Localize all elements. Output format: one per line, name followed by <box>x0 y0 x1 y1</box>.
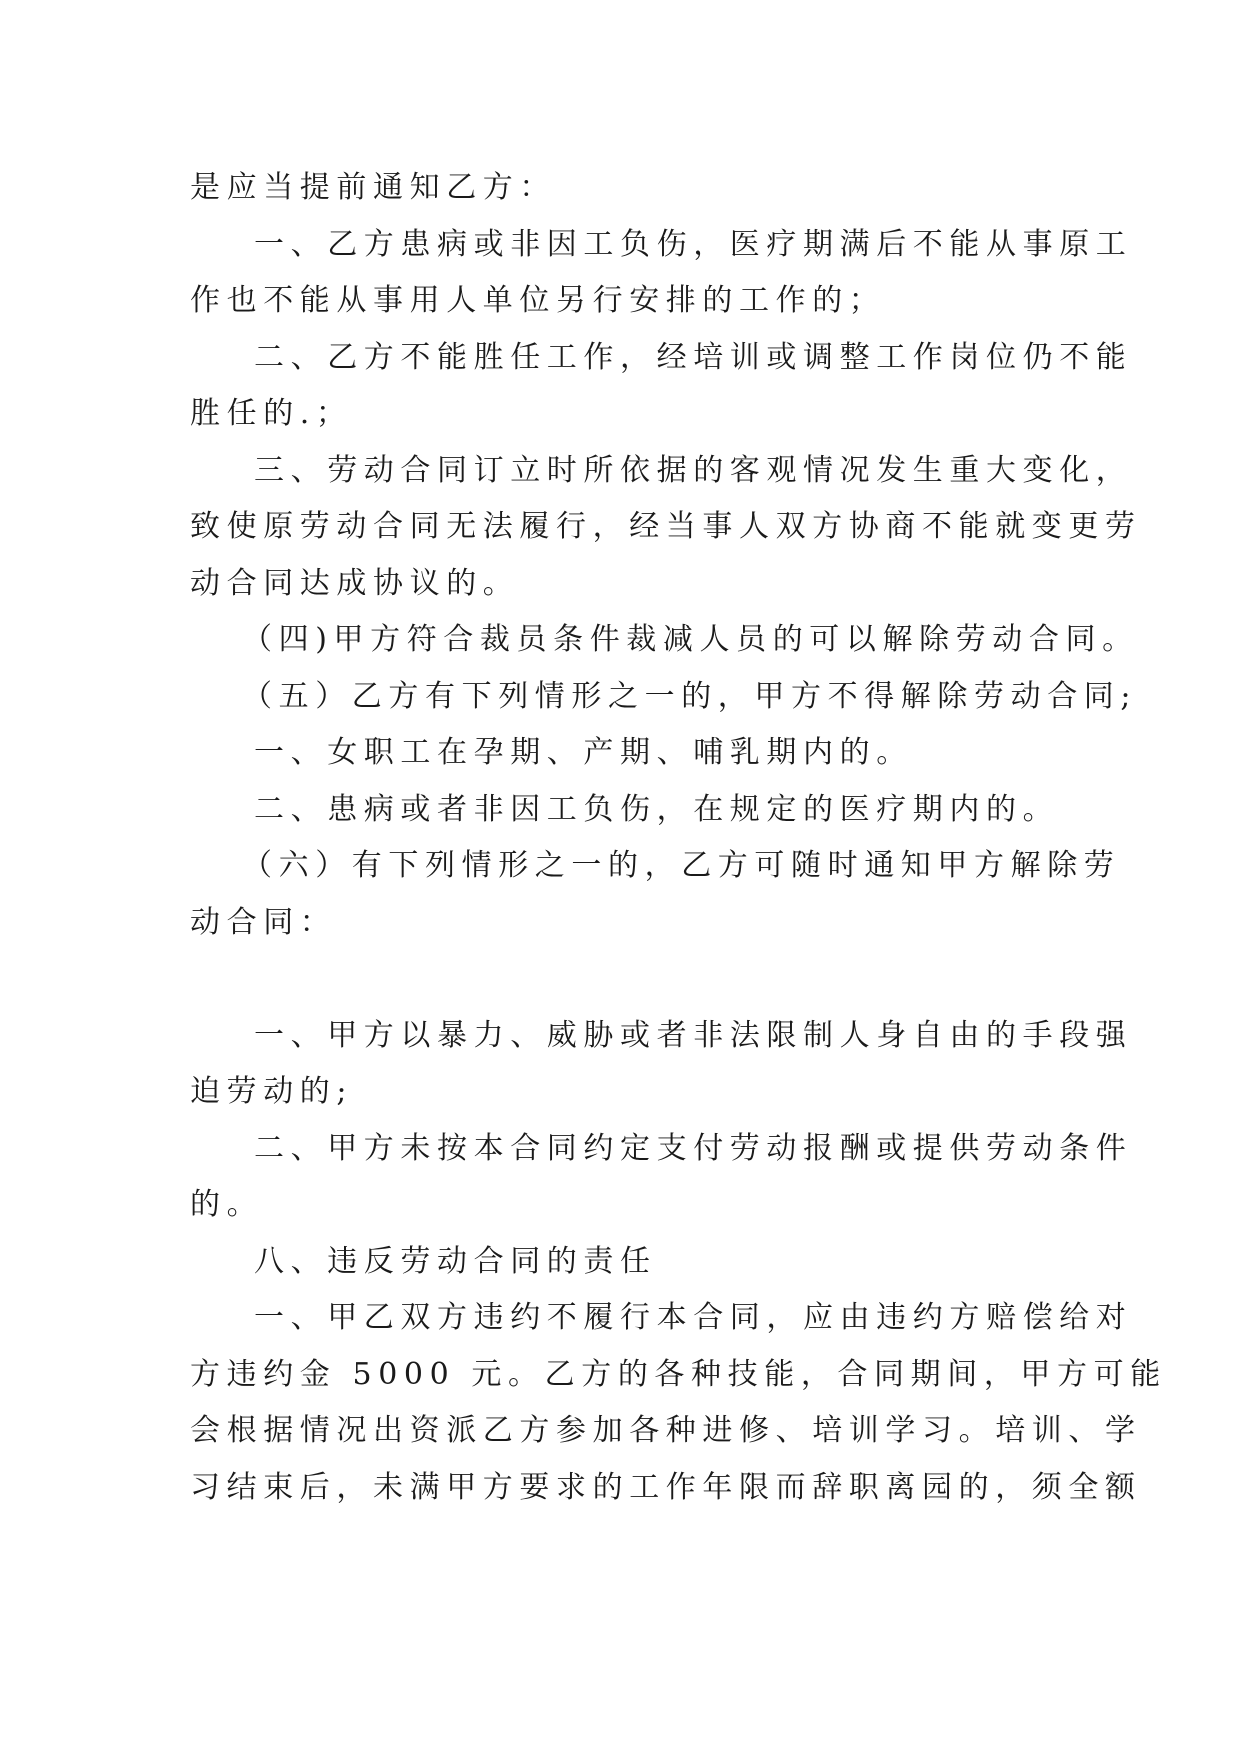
paragraph-line: 动合同达成协议的。 <box>190 565 520 601</box>
paragraph-line: 是应当提前通知乙方： <box>190 170 556 205</box>
blank-gap <box>190 951 1060 1008</box>
paragraph-line: 二、乙方不能胜任工作，经培训或调整工作岗位仍不能 <box>254 339 1133 375</box>
paragraph-line: （五）乙方有下列情形之一的，甲方不得解除劳动合同; <box>242 678 1138 714</box>
paragraph-line: （六）有下列情形之一的，乙方可随时通知甲方解除劳 <box>242 848 1121 883</box>
paragraph-line: 迫劳动的; <box>190 1074 354 1109</box>
paragraph-line: 的。 <box>190 1187 264 1222</box>
paragraph-line: 习结束后，未满甲方要求的工作年限而辞职离园的，须全额 <box>190 1469 1142 1505</box>
paragraph-line: 一、女职工在孕期、产期、哺乳期内的。 <box>254 735 913 770</box>
paragraph-line: 二、患病或者非因工负伤，在规定的医疗期内的。 <box>254 791 1060 827</box>
paragraph-line: 会根据情况出资派乙方参加各种进修、培训学习。培训、学 <box>190 1413 1142 1448</box>
paragraph-line: 致使原劳动合同无法履行，经当事人双方协商不能就变更劳 <box>190 509 1142 544</box>
paragraph-line: 二、甲方未按本合同约定支付劳动报酬或提供劳动条件 <box>254 1130 1133 1166</box>
paragraph-line: 胜任的.； <box>190 396 353 431</box>
paragraph-line: 三、劳动合同订立时所依据的客观情况发生重大变化， <box>254 452 1133 488</box>
paragraph-line: 作也不能从事用人单位另行安排的工作的； <box>190 283 886 318</box>
paragraph-line: 一、乙方患病或非因工负伤，医疗期满后不能从事原工 <box>254 226 1133 262</box>
paragraph-line: 一、甲方以暴力、威胁或者非法限制人身自由的手段强 <box>254 1017 1133 1053</box>
paragraph-line: 一、甲乙双方违约不履行本合同，应由违约方赔偿给对 <box>254 1300 1133 1335</box>
section-heading: 八、违反劳动合同的责任 <box>254 1243 657 1279</box>
paragraph-line: （四)甲方符合裁员条件裁减人员的可以解除劳动合同。 <box>242 622 1139 657</box>
paragraph-line: 动合同： <box>190 904 337 940</box>
paragraph-line: 方违约金 5000 元。乙方的各种技能，合同期间，甲方可能 <box>190 1356 1167 1392</box>
contract-text-body <box>190 160 1167 1516</box>
